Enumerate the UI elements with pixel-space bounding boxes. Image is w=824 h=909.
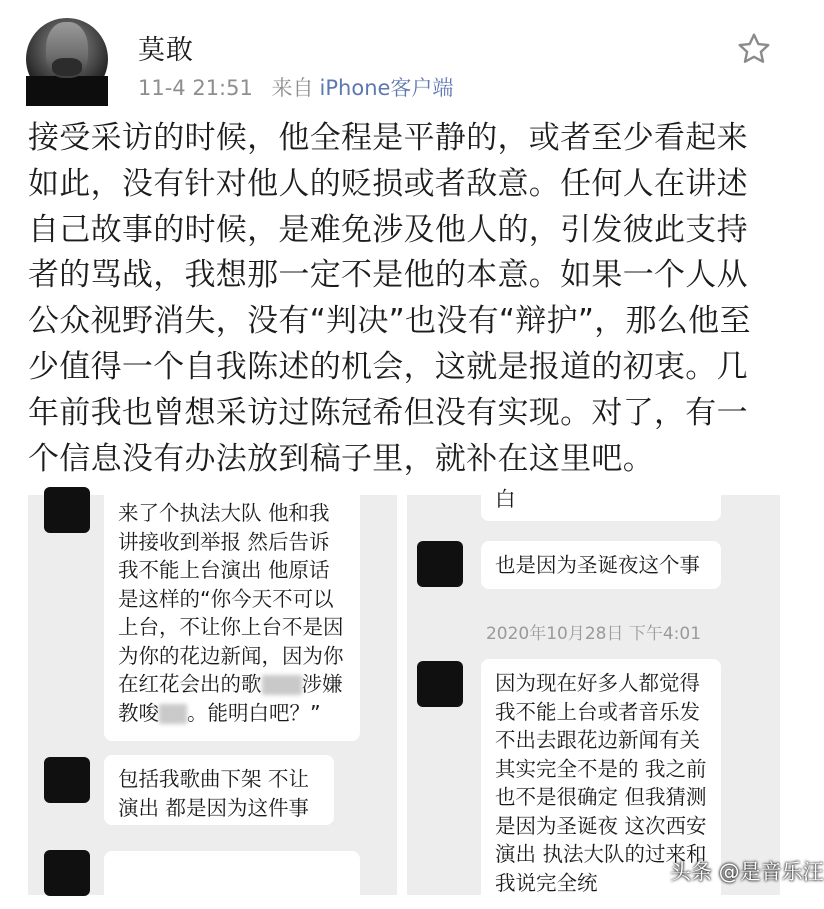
chat-bubble — [104, 489, 360, 741]
avatar-block — [417, 541, 463, 587]
avatar-shirt — [26, 76, 108, 106]
avatar-block — [44, 850, 90, 896]
chat-message-text: 来了个执法大队 他和我讲接收到举报 然后告诉我不能上台演出 他原话是这样的“你今天不可以上台，不让你上台不是因为你的花边新闻，因为你在红花会出的歌 — [118, 501, 344, 696]
chat-screenshot-right — [407, 487, 780, 895]
avatar-block — [417, 661, 463, 707]
chat-bubble — [104, 851, 360, 901]
favorite-star-icon[interactable] — [736, 31, 772, 67]
avatar-block — [44, 487, 90, 533]
chat-screenshot-left — [28, 495, 397, 895]
chat-bubble: 白 — [481, 481, 721, 521]
user-avatar[interactable] — [26, 18, 108, 100]
post-time: 11-4 21:51 — [138, 76, 253, 100]
chat-screenshots — [28, 487, 780, 895]
post-source-link[interactable]: iPhone客户端 — [319, 76, 454, 100]
post-meta — [138, 72, 453, 102]
avatar-block — [44, 757, 90, 803]
chat-message-text: 。能明白吧？” — [187, 700, 321, 725]
avatar-beard — [52, 58, 82, 76]
blurred-text — [262, 675, 302, 695]
chat-timestamp: 2020年10月28日 下午4:01 — [485, 624, 702, 644]
chat-message-text: 涉嫌教唆 — [118, 672, 343, 725]
watermark: 头条 @是音乐汪 — [670, 860, 824, 884]
blurred-text — [159, 704, 187, 724]
post-body-text: 接受采访的时候，他全程是平静的，或者至少看起来如此，没有针对他人的贬损或者敌意。任何人在讲述自己故事的时候，是难免涉及他人的，引发彼此支持者的骂战，我想那一定不是他的本意。如果一个人从公众视野消失，没有“判决”也没有“辩护”，那么他至少值得一个自我陈述的机会，这就是报道的初衷。几年前我也曾想采访过陈冠希但没有实现。对了，有一个信息没有办法放到稿子里，就补在这里吧。 — [28, 120, 751, 477]
username[interactable]: 莫敢 — [138, 35, 194, 66]
chat-bubble: 包括我歌曲下架 不让演出 都是因为这件事 — [104, 755, 334, 825]
source-prefix: 来自 — [271, 76, 314, 100]
chat-bubble: 也是因为圣诞夜这个事 — [481, 541, 721, 589]
chat-bubble: 因为现在好多人都觉得我不能上台或者音乐发不出去跟花边新闻有关 其实完全不是的 我之前也不是很确定 但我猜测是因为圣诞夜 这次西安演出 执法大队的过来和我说完全统 — [481, 659, 721, 909]
